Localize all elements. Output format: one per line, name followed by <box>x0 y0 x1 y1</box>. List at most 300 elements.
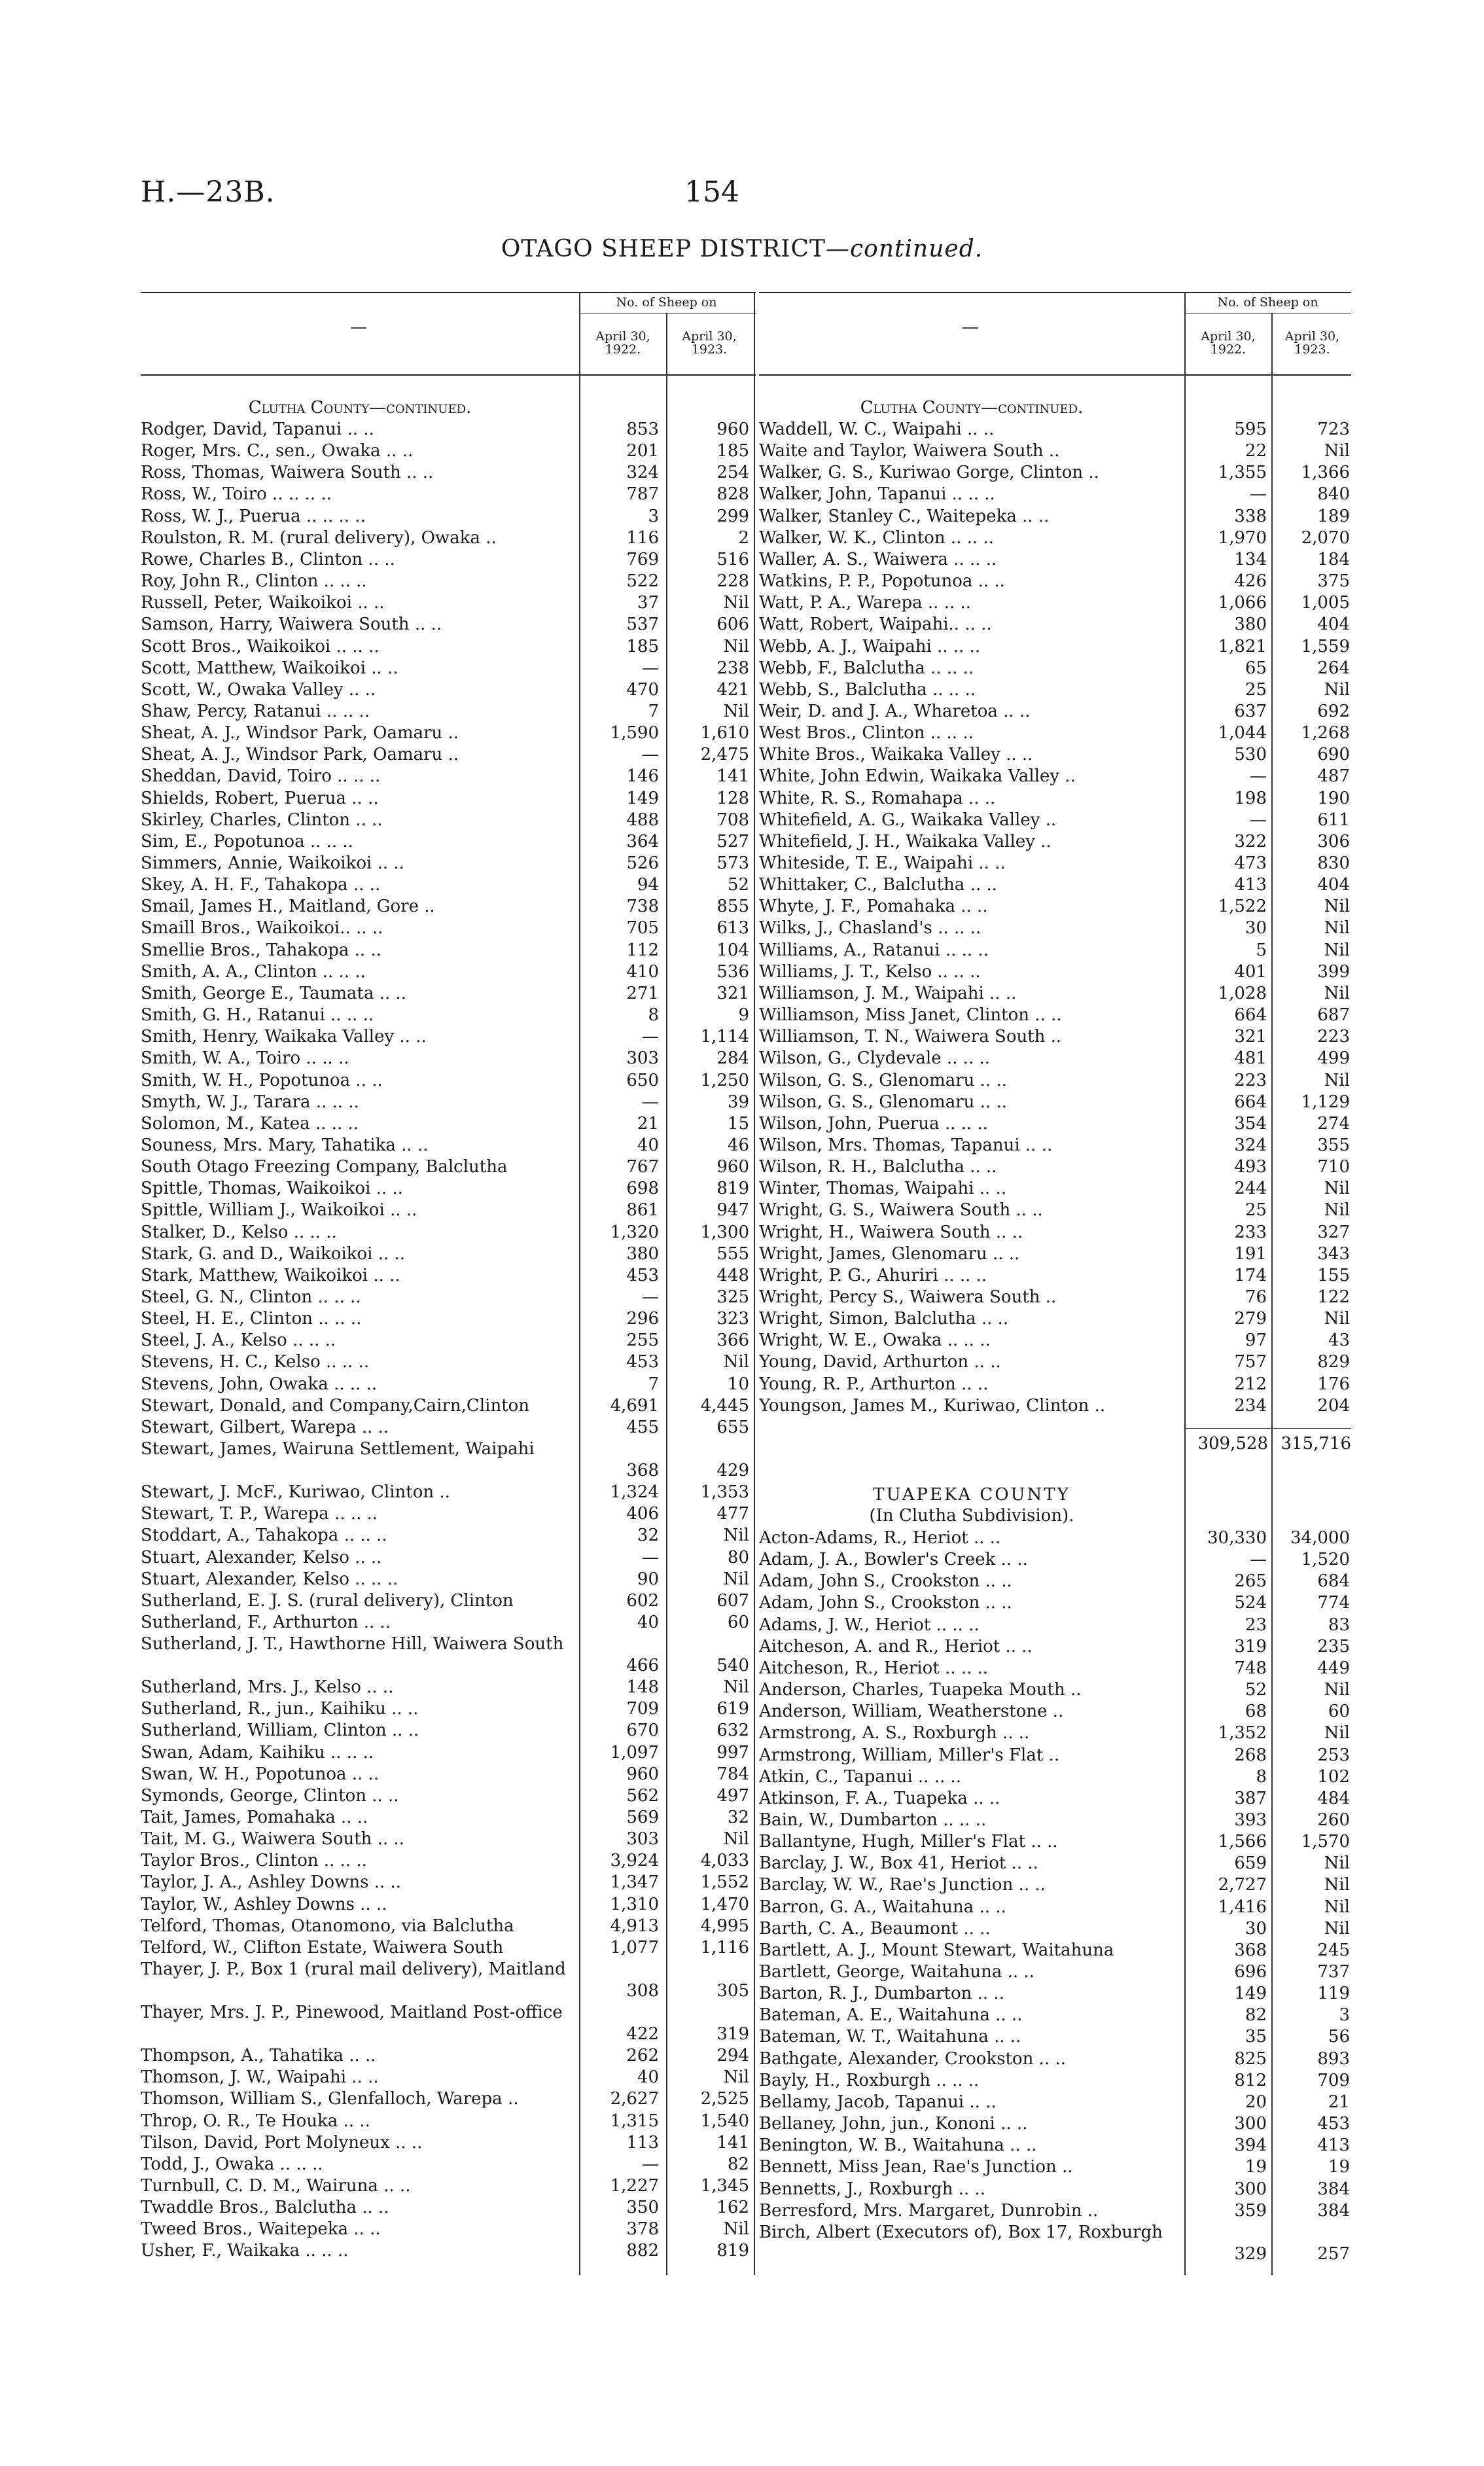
sheep-1922: 82 <box>1245 2005 1267 2026</box>
right-entry-row <box>759 571 1350 592</box>
left-entry-row <box>141 1417 749 1438</box>
left-entry-row <box>141 527 749 549</box>
sheep-1922: 853 <box>626 420 659 439</box>
sheep-1923: Nil <box>1324 441 1350 461</box>
sheep-1922: 8 <box>1256 1766 1267 1787</box>
sheep-1922: 426 <box>1234 571 1267 592</box>
tuapeka-entry-row <box>759 1983 1350 2005</box>
left-entry-row <box>141 571 749 592</box>
sheep-1923: Nil <box>723 1829 749 1850</box>
left-entry-row <box>141 636 749 658</box>
sheep-1922: 113 <box>626 2132 659 2153</box>
tuapeka-entry-row <box>759 1874 1350 1896</box>
sheep-1923: 245 <box>1317 1940 1350 1960</box>
left-header-top-rule <box>141 292 756 293</box>
owner-name: Waller, A. S., Waiwera .. .. .. <box>759 549 997 569</box>
owner-name: Williamson, J. M., Waipahi .. .. <box>759 983 1017 1003</box>
sheep-1923: 4,995 <box>700 1916 749 1936</box>
sheep-1922: 324 <box>626 463 659 483</box>
left-entry-row <box>141 1243 749 1265</box>
owner-name: Bartlett, George, Waitahuna .. .. <box>759 1962 1034 1982</box>
right-entry-row <box>759 527 1350 549</box>
owner-name: Steel, G. N., Clinton .. .. .. <box>141 1287 361 1307</box>
owner-name: Walker, John, Tapanui .. .. .. <box>759 484 995 505</box>
sheep-1922: — <box>642 1092 659 1112</box>
sheep-1923: 327 <box>1317 1222 1350 1242</box>
sheep-1923: 448 <box>716 1265 749 1285</box>
owner-name: Roulston, R. M. (rural delivery), Owaka .. <box>141 527 497 548</box>
owner-name: Stewart, J. McF., Kuriwao, Clinton .. <box>141 1482 450 1503</box>
sheep-1922: — <box>642 2154 659 2174</box>
page-number: 154 <box>684 175 739 209</box>
owner-name: Williamson, Miss Janet, Clinton .. .. <box>759 1005 1062 1026</box>
tuapeka-entry-row <box>759 1940 1350 1961</box>
right-entry-row <box>759 918 1350 939</box>
sheep-1923: 484 <box>1317 1788 1350 1808</box>
right-entry-row <box>759 723 1350 744</box>
sheep-1923: Nil <box>1324 1875 1350 1895</box>
sheep-1923: Nil <box>1324 897 1350 917</box>
sheep-1923: 960 <box>716 420 749 439</box>
left-entry-row <box>141 1048 749 1069</box>
sheep-1922: 300 <box>1234 2114 1267 2134</box>
total-1922: 309,528 <box>1197 1434 1268 1454</box>
sheep-1923: 4,033 <box>700 1851 749 1871</box>
owner-name: Thayer, Mrs. J. P., Pinewood, Maitland Post-office <box>141 2003 563 2023</box>
sheep-1922: 25 <box>1245 679 1267 700</box>
sheep-1923: 235 <box>1317 1636 1350 1656</box>
sheep-1922: — <box>642 1547 659 1567</box>
sheep-1922: 2,727 <box>1218 1875 1267 1895</box>
sheep-1922: 35 <box>1245 2027 1267 2047</box>
sheep-1923: Nil <box>1324 918 1350 938</box>
sheep-1923: 536 <box>716 961 749 982</box>
sheep-1922: 296 <box>626 1309 659 1329</box>
owner-name: Spittle, William J., Waikoikoi .. .. <box>141 1200 417 1221</box>
sheep-1922: — <box>642 1287 659 1307</box>
left-entry-row <box>141 1222 749 1243</box>
owner-name: Tait, James, Pomahaka .. .. <box>141 1808 368 1827</box>
sheep-1922: 1,566 <box>1218 1832 1267 1852</box>
sheep-1922: 1,970 <box>1218 527 1267 548</box>
owner-name: Stewart, T. P., Warepa .. .. .. <box>141 1504 378 1524</box>
sheep-1922: 40 <box>637 1612 659 1632</box>
sheep-1923: Nil <box>723 2067 749 2088</box>
left-entry-row <box>141 1070 749 1092</box>
sheep-1922: 473 <box>1234 853 1267 873</box>
sheep-1922: 1,355 <box>1218 463 1267 483</box>
sheep-1923: 947 <box>716 1200 749 1221</box>
left-county-heading: Clutha County—continued. <box>248 398 472 418</box>
sheep-1922: 279 <box>1234 1309 1267 1329</box>
tuapeka-entry-row <box>759 2179 1350 2200</box>
left-entry-row <box>141 658 749 679</box>
owner-name: Wright, W. E., Owaka .. .. .. <box>759 1331 991 1351</box>
owner-name: South Otago Freezing Company, Balclutha <box>141 1157 508 1177</box>
right-entry-row <box>759 874 1350 896</box>
sheep-1922: — <box>642 658 659 678</box>
owner-name: Shaw, Percy, Ratanui .. .. .. <box>141 701 370 721</box>
sheep-1922: 1,028 <box>1218 983 1267 1003</box>
owner-name: White Bros., Waikaka Valley .. .. <box>759 745 1033 765</box>
sheep-1922: 562 <box>626 1785 659 1806</box>
sheep-1923: 449 <box>1317 1658 1350 1678</box>
sheep-1922: 149 <box>1234 1984 1267 2004</box>
sheep-1923: 299 <box>716 506 749 526</box>
sheep-1923: 723 <box>1317 420 1350 439</box>
owner-name: Russell, Peter, Waikoikoi .. .. <box>141 593 385 613</box>
sheep-1922: 698 <box>626 1179 659 1199</box>
sheep-1923: 119 <box>1317 1984 1350 2004</box>
sheep-1922: 52 <box>1245 1680 1267 1700</box>
owner-name: Smith, G. H., Ratanui .. .. .. <box>141 1005 374 1026</box>
sheep-1923: 32 <box>727 1808 749 1827</box>
sheep-1922: 22 <box>1245 441 1267 461</box>
sheep-1923: 497 <box>716 1785 749 1806</box>
sheep-1923: 1,250 <box>700 1070 749 1090</box>
sheep-1923: Nil <box>1324 1723 1350 1743</box>
sheep-1923: 1,559 <box>1301 636 1350 656</box>
owner-name: Stoddart, A., Tahakopa .. .. .. <box>141 1526 387 1546</box>
owner-name: Bain, W., Dumbarton .. .. .. <box>759 1810 987 1830</box>
right-entry-row <box>759 1092 1350 1113</box>
sheep-1922: 76 <box>1245 1287 1267 1307</box>
sheep-1923: 690 <box>1317 745 1350 765</box>
sheep-1922: 1,522 <box>1218 897 1267 917</box>
sheep-1923: 1,520 <box>1301 1550 1350 1570</box>
sheep-1923: 855 <box>716 897 749 917</box>
sheep-1923: 1,114 <box>700 1027 749 1047</box>
sheep-1923: 960 <box>716 1157 749 1177</box>
owner-name: Williams, J. T., Kelso .. .. .. <box>759 961 981 982</box>
left-entry-row <box>141 1438 749 1482</box>
owner-name: Barclay, J. W., Box 41, Heriot .. .. <box>759 1853 1038 1874</box>
owner-name: Samson, Harry, Waiwera South .. .. <box>141 615 442 635</box>
left-entry-row <box>141 1547 749 1569</box>
left-entry-row <box>141 614 749 635</box>
sheep-1922: 198 <box>1234 788 1267 808</box>
owner-name: Shields, Robert, Puerua .. .. <box>141 788 379 808</box>
sheep-1922: 329 <box>1234 2243 1267 2264</box>
sheep-1923: 828 <box>716 484 749 505</box>
owner-name: Tweed Bros., Waitepeka .. .. <box>141 2219 381 2240</box>
sheep-1922: 303 <box>626 1829 659 1850</box>
sheep-1922: 68 <box>1245 1702 1267 1722</box>
sheep-1922: 650 <box>626 1070 659 1090</box>
owner-name: Solomon, M., Katea .. .. .. <box>141 1113 359 1134</box>
owner-name: Wright, Simon, Balclutha .. .. <box>759 1309 1009 1329</box>
sheep-1923: 190 <box>1317 788 1350 808</box>
owner-name: Barron, G. A., Waitahuna .. .. <box>759 1897 1006 1917</box>
sheep-1923: Nil <box>723 636 749 656</box>
sheep-1923: Nil <box>723 1677 749 1698</box>
left-entry-row <box>141 1569 749 1590</box>
left-entry-row <box>141 940 749 961</box>
sheep-1922: 4,691 <box>610 1395 659 1416</box>
owner-name: Todd, J., Owaka .. .. .. <box>141 2154 323 2174</box>
left-entry-row <box>141 1395 749 1417</box>
owner-name: Stark, G. and D., Waikoikoi .. .. <box>141 1243 406 1264</box>
sheep-1922: 265 <box>1234 1571 1267 1592</box>
left-entry-row <box>141 2088 749 2110</box>
sheep-1922: 393 <box>1234 1810 1267 1830</box>
sheep-1922: 359 <box>1234 2200 1267 2221</box>
right-entry-row <box>759 1351 1350 1373</box>
sheep-1922: 787 <box>626 484 659 505</box>
sheep-1922: 602 <box>626 1590 659 1611</box>
owner-name: Walker, Stanley C., Waitepeka .. .. <box>759 506 1050 526</box>
sheep-1922: 30 <box>1245 1918 1267 1939</box>
sheep-1923: 819 <box>716 2241 749 2261</box>
sheep-1922: 112 <box>626 940 659 960</box>
owner-name: Smith, A. A., Clinton .. .. .. <box>141 961 366 982</box>
owner-name: Acton-Adams, R., Heriot .. .. <box>759 1528 1001 1548</box>
owner-name: Bellamy, Jacob, Tapanui .. .. <box>759 2092 997 2112</box>
sheep-1922: 1,347 <box>610 1872 659 1893</box>
owner-name: Williams, A., Ratanui .. .. .. <box>759 940 989 960</box>
sheep-1923: Nil <box>723 701 749 721</box>
sheep-1923: 499 <box>1317 1048 1350 1069</box>
sheep-1923: 487 <box>1317 766 1350 787</box>
sheep-1922: — <box>1250 1550 1267 1570</box>
left-entry-row <box>141 810 749 831</box>
sheep-1922: 201 <box>626 441 659 461</box>
page-reference: H.—23B. <box>141 175 275 209</box>
sheep-1923: 692 <box>1317 701 1350 721</box>
owner-name: Symonds, George, Clinton .. .. <box>141 1785 399 1806</box>
owner-name: Wilson, G. S., Glenomaru .. .. <box>759 1070 1008 1090</box>
sheep-1923: 155 <box>1317 1265 1350 1285</box>
sheep-1923: 1,610 <box>700 723 749 743</box>
sheep-1923: 708 <box>716 810 749 830</box>
sheep-1922: 20 <box>1245 2092 1267 2112</box>
sheep-1923: 254 <box>716 463 749 483</box>
left-entry-row <box>141 1634 749 1677</box>
owner-name: West Bros., Clinton .. .. .. <box>759 723 974 743</box>
sheep-1922: 705 <box>626 918 659 938</box>
sheep-1922: 300 <box>1234 2179 1267 2199</box>
right-header-group: No. of Sheep on <box>1217 295 1318 310</box>
sheep-1923: 52 <box>727 875 749 895</box>
sheep-1923: 284 <box>716 1048 749 1069</box>
left-entry-row <box>141 419 749 440</box>
owner-name: Bartlett, A. J., Mount Stewart, Waitahuna <box>759 1940 1114 1960</box>
total-1923: 315,716 <box>1281 1434 1351 1454</box>
sheep-1923: 527 <box>716 831 749 851</box>
owner-name: Stark, Matthew, Waikoikoi .. .. <box>141 1265 400 1285</box>
sheep-1922: 32 <box>637 1526 659 1546</box>
owner-name: Swan, Adam, Kaihiku .. .. .. <box>141 1742 374 1762</box>
owner-name: Whitefield, A. G., Waikaka Valley .. <box>759 810 1057 830</box>
left-entry-row <box>141 2175 749 2197</box>
owner-name: Smith, W. H., Popotunoa .. .. <box>141 1070 383 1090</box>
left-entry-row <box>141 1503 749 1525</box>
sheep-1922: 413 <box>1234 875 1267 895</box>
left-entry-row <box>141 1482 749 1503</box>
sheep-1922: 664 <box>1234 1092 1267 1112</box>
sheep-1922: — <box>1250 484 1267 505</box>
sheep-1923: 43 <box>1328 1331 1350 1351</box>
left-entry-row <box>141 1308 749 1330</box>
sheep-1923: Nil <box>723 593 749 613</box>
right-entry-row <box>759 419 1350 440</box>
sheep-1922: 670 <box>626 1721 659 1741</box>
owner-name: Steel, H. E., Clinton .. .. .. <box>141 1309 362 1329</box>
sheep-1922: 1,227 <box>610 2175 659 2196</box>
sheep-1923: 141 <box>716 766 749 787</box>
owner-name: Ross, W. J., Puerua .. .. .. .. <box>141 506 366 526</box>
left-entry-row <box>141 1156 749 1178</box>
sheep-1922: 769 <box>626 549 659 569</box>
sheep-1923: 632 <box>716 1721 749 1741</box>
sheep-1922: 1,066 <box>1218 593 1267 613</box>
right-header-top-rule <box>759 292 1351 293</box>
owner-name: Simmers, Annie, Waikoikoi .. .. <box>141 853 404 873</box>
sheep-1923: 2,525 <box>700 2089 749 2109</box>
owner-name: Stewart, James, Wairuna Settlement, Waipahi <box>141 1439 535 1459</box>
sheep-1923: 3 <box>1339 2005 1350 2026</box>
owner-name: Sim, E., Popotunoa .. .. .. <box>141 831 353 851</box>
tuapeka-county-heading: TUAPEKA COUNTY <box>873 1485 1070 1505</box>
left-entry-row <box>141 1330 749 1351</box>
sheep-1923: 10 <box>727 1374 749 1394</box>
owner-name: Turnbull, C. D. M., Wairuna .. .. <box>141 2175 411 2196</box>
sheep-1923: 997 <box>716 1742 749 1762</box>
owner-name: Bellaney, John, jun., Kononi .. .. <box>759 2114 1028 2134</box>
right-entry-row <box>759 1287 1350 1308</box>
sheep-1923: 655 <box>716 1417 749 1437</box>
owner-name: Armstrong, William, Miller's Flat .. <box>759 1745 1060 1765</box>
sheep-1922: 368 <box>626 1461 659 1481</box>
sheep-1922: 406 <box>626 1504 659 1524</box>
left-entry-row <box>141 2111 749 2132</box>
sheep-1923: 1,540 <box>700 2111 749 2131</box>
owner-name: Skey, A. H. F., Tahakopa .. .. <box>141 875 381 895</box>
sheep-1922: 4,913 <box>610 1916 659 1936</box>
owner-name: Throp, O. R., Te Houka .. .. <box>141 2111 370 2131</box>
right-entry-row <box>759 462 1350 484</box>
sheep-1922: 368 <box>1234 1940 1267 1960</box>
owner-name: Smyth, W. J., Tarara .. .. .. <box>141 1092 359 1112</box>
owner-name: Walker, W. K., Clinton .. .. .. <box>759 527 994 548</box>
left-header-bottom-rule <box>141 374 756 376</box>
sheep-1923: 82 <box>727 2154 749 2174</box>
owner-name: Adam, John S., Crookston .. .. <box>759 1571 1012 1592</box>
left-entry-row <box>141 1178 749 1200</box>
owner-name: Smith, W. A., Toiro .. .. .. <box>141 1048 349 1069</box>
sheep-1922: 410 <box>626 961 659 982</box>
right-entry-row <box>759 549 1350 571</box>
sheep-1922: 308 <box>626 1981 659 2001</box>
owner-name: Sutherland, William, Clinton .. .. <box>141 1721 419 1741</box>
sheep-1923: 2,070 <box>1301 527 1350 548</box>
sheep-1923: Nil <box>1324 940 1350 960</box>
sheep-1922: 3,924 <box>610 1851 659 1871</box>
sheep-1923: Nil <box>1324 1200 1350 1221</box>
owner-name: Anderson, Charles, Tuapeka Mouth .. <box>759 1680 1082 1700</box>
tuapeka-entry-row <box>759 1853 1350 1874</box>
owner-name: Wilson, G., Clydevale .. .. .. <box>759 1048 991 1069</box>
sheep-1923: 829 <box>1317 1352 1350 1372</box>
owner-name: Weir, D. and J. A., Wharetoa .. .. <box>759 701 1031 721</box>
owner-name: Spittle, Thomas, Waikoikoi .. .. <box>141 1179 403 1199</box>
owner-name: Wilson, John, Puerua .. .. .. <box>759 1113 988 1134</box>
left-header-group: No. of Sheep on <box>616 295 717 310</box>
sheep-1923: 238 <box>716 658 749 678</box>
sheep-1922: 659 <box>1234 1853 1267 1874</box>
left-entry-row <box>141 788 749 810</box>
sheep-1922: 338 <box>1234 506 1267 526</box>
sheep-1923: 375 <box>1317 571 1350 592</box>
owner-name: Taylor, J. A., Ashley Downs .. .. <box>141 1872 402 1893</box>
owner-name: Souness, Mrs. Mary, Tahatika .. .. <box>141 1135 429 1155</box>
tuapeka-entry-row <box>759 1788 1350 1810</box>
right-entry-row <box>759 1113 1350 1135</box>
sheep-1922: 321 <box>1234 1027 1267 1047</box>
left-entry-row <box>141 1092 749 1113</box>
sheep-1922: 378 <box>626 2219 659 2240</box>
sheep-1922: 470 <box>626 679 659 700</box>
right-entry-row <box>759 896 1350 918</box>
right-entry-row <box>759 1048 1350 1069</box>
sheep-1922: 696 <box>1234 1962 1267 1982</box>
left-entry-row <box>141 1807 749 1829</box>
owner-name: Rowe, Charles B., Clinton .. .. <box>141 549 395 569</box>
owner-name: Tilson, David, Port Molyneux .. .. <box>141 2132 423 2153</box>
sheep-1923: 325 <box>716 1287 749 1307</box>
left-entry-row <box>141 1959 749 2002</box>
title-main: OTAGO SHEEP DISTRICT— <box>501 236 851 262</box>
owner-name: Wilson, R. H., Balclutha .. .. <box>759 1157 997 1177</box>
left-entry-row <box>141 701 749 723</box>
sheep-1922: 394 <box>1234 2135 1267 2156</box>
sheep-1922: 664 <box>1234 1005 1267 1026</box>
left-entry-row <box>141 462 749 484</box>
owner-name: Taylor, W., Ashley Downs .. .. <box>141 1894 387 1914</box>
owner-name: Sutherland, F., Arthurton .. .. <box>141 1612 391 1632</box>
sheep-1922: 861 <box>626 1200 659 1221</box>
owner-name: Sutherland, E. J. S. (rural delivery), Clinton <box>141 1590 514 1611</box>
left-entry-row <box>141 2132 749 2154</box>
right-header-name-dash: — <box>962 317 979 337</box>
owner-name: Sheat, A. J., Windsor Park, Oamaru .. <box>141 723 459 743</box>
tuapeka-entry-row <box>759 1528 1350 1549</box>
owner-name: Stewart, Donald, and Company,Cairn,Clinton <box>141 1395 530 1416</box>
owner-name: Smail, James H., Maitland, Gore .. <box>141 897 435 917</box>
owner-name: Barton, R. J., Dumbarton .. .. <box>759 1984 1004 2004</box>
title-continued: continued. <box>850 236 983 262</box>
owner-name: Stalker, D., Kelso .. .. .. <box>141 1222 337 1242</box>
owner-name: White, R. S., Romahapa .. .. <box>759 788 996 808</box>
owner-name: White, John Edwin, Waikaka Valley .. <box>759 766 1076 787</box>
owner-name: Smith, Henry, Waikaka Valley .. .. <box>141 1027 427 1047</box>
tuapeka-entry-row <box>759 1961 1350 1983</box>
sheep-1922: 1,097 <box>610 1742 659 1762</box>
owner-name: Aitcheson, A. and R., Heriot .. .. <box>759 1636 1033 1656</box>
sheep-1923: 540 <box>716 1656 749 1676</box>
owner-name: Webb, S., Balclutha .. .. .. <box>759 679 976 700</box>
owner-name: Taylor Bros., Clinton .. .. .. <box>141 1851 367 1871</box>
sheep-1922: 1,077 <box>610 1937 659 1957</box>
sheep-1923: 141 <box>716 2132 749 2153</box>
owner-name: Thomson, J. W., Waipahi .. .. <box>141 2067 379 2088</box>
sheep-1923: 83 <box>1328 1615 1350 1635</box>
sheep-1922: 453 <box>626 1352 659 1372</box>
right-entry-row <box>759 1200 1350 1221</box>
left-entry-row <box>141 1937 749 1959</box>
sheep-1922: 757 <box>1234 1352 1267 1372</box>
sheep-1923: Nil <box>1324 1680 1350 1700</box>
